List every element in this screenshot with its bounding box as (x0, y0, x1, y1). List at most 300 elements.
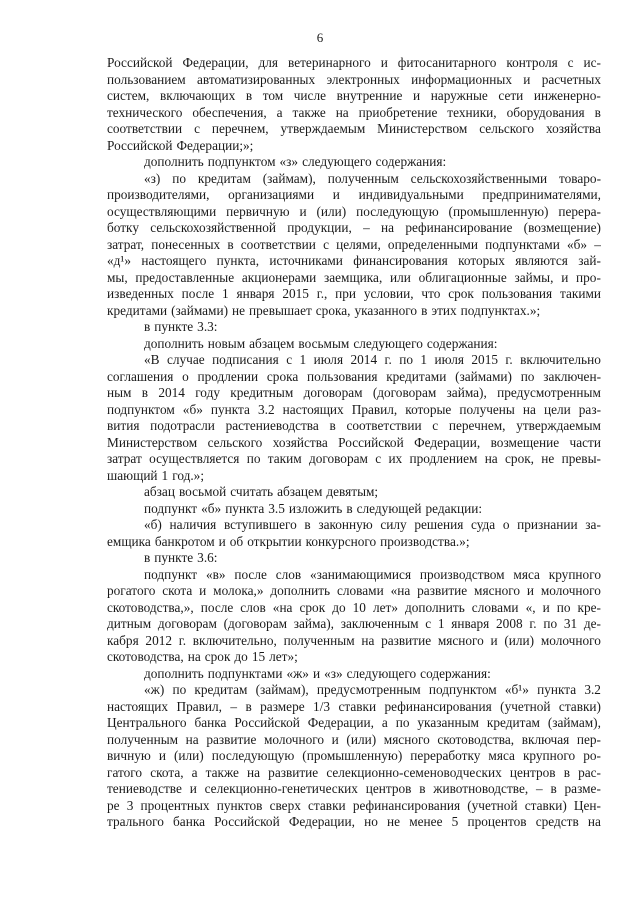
word: подпункт (144, 566, 198, 582)
word: займа), (293, 616, 334, 631)
word: Цен- (573, 797, 601, 813)
text-line (107, 385, 601, 402)
word: о (182, 368, 189, 384)
word: пункта (210, 401, 250, 417)
word: сельского (207, 434, 263, 450)
word: оборудования (506, 104, 585, 120)
word: заключен- (543, 368, 601, 384)
word: Российской (107, 137, 173, 153)
word: по (399, 352, 413, 367)
text-line (107, 748, 601, 765)
word: 1 (221, 286, 229, 301)
word: скотоводства, (437, 731, 515, 747)
word: 2012 (145, 632, 173, 648)
text-line (107, 352, 601, 369)
word: дополнить (144, 154, 204, 169)
word: вичную (107, 748, 151, 763)
word: емщика (107, 533, 151, 549)
word: редакции: (425, 500, 483, 516)
word: пользования (481, 286, 553, 301)
word: (займам), (547, 715, 601, 730)
word: «з» (279, 154, 299, 169)
word: по (172, 682, 187, 697)
word: контроля (506, 55, 558, 70)
word: подпунктах.»; (460, 302, 541, 318)
word: 2014 (350, 352, 378, 367)
word: рас- (578, 764, 601, 780)
word: соглашения (107, 368, 174, 384)
word: (займам), (262, 170, 316, 186)
word: де- (583, 616, 601, 631)
word: июля (313, 352, 344, 367)
word: об (229, 533, 244, 549)
word: мы, (107, 269, 128, 285)
word: хозяйства (272, 434, 328, 450)
word: (или) (504, 632, 535, 648)
word: гатого (107, 764, 143, 780)
word: кредитами (386, 368, 447, 384)
word: зай- (578, 253, 601, 268)
word: при (335, 286, 357, 301)
word: «занимающимися (309, 566, 412, 582)
text-line (107, 583, 601, 600)
word: по (395, 715, 410, 730)
word: том (262, 88, 284, 103)
word: за- (585, 517, 601, 532)
word: ре (107, 797, 120, 813)
word: предусмотренным (316, 682, 421, 697)
word: на (587, 814, 601, 829)
word: включающих (159, 88, 236, 103)
word: 3.2 (584, 682, 601, 697)
word: считать (230, 484, 274, 499)
word: развитие (417, 583, 468, 598)
word: слов (275, 566, 302, 582)
word: перера- (558, 203, 601, 219)
word: рефинансирование (405, 220, 513, 235)
word: займа), (446, 385, 487, 400)
word: (промышленную) (448, 203, 549, 219)
word: «б» (182, 401, 203, 417)
word: ботку (107, 220, 139, 235)
word: – (363, 220, 370, 235)
word: молока,» (213, 583, 264, 598)
text-line (107, 765, 601, 782)
word: целями, (336, 236, 381, 252)
word: продукции, (287, 220, 352, 235)
word: договорам (157, 616, 217, 631)
word: по (246, 451, 261, 466)
text-line (107, 418, 601, 435)
word: техники, (447, 104, 497, 120)
word: срока, (315, 302, 351, 318)
word: и (312, 665, 321, 681)
word: (или) (316, 203, 347, 219)
word: Министерством (377, 121, 468, 136)
word: с (425, 616, 432, 631)
text-line (107, 699, 601, 716)
text-line (107, 204, 601, 221)
word: индивидуальными (358, 187, 464, 202)
word: следующего (346, 665, 417, 681)
word: перечнем, (211, 121, 269, 136)
word: (или) (346, 731, 377, 747)
word: пер- (576, 731, 601, 747)
text-line (107, 171, 601, 188)
word: осуществляющими (107, 203, 217, 219)
word: продлении (197, 368, 259, 384)
word: «б» (567, 236, 588, 252)
word: заемщика, (323, 269, 383, 285)
word: «ж) (144, 682, 165, 697)
word: в (419, 781, 426, 796)
word: «б¹» (504, 682, 529, 697)
text-line (107, 682, 601, 699)
word: срок (204, 649, 231, 664)
word: ставки) (558, 698, 601, 714)
text-line (107, 633, 601, 650)
word: акционерами (241, 269, 317, 285)
word: мяса (513, 566, 540, 582)
word: приобретение (358, 104, 438, 120)
word: 1/3 (313, 698, 331, 714)
word: информационных (411, 71, 512, 87)
word: в (227, 236, 234, 252)
word: девятым; (326, 484, 379, 499)
word: (договорам (223, 616, 288, 631)
word: полученным (107, 731, 179, 747)
word: цели (543, 401, 571, 417)
word: не (387, 814, 401, 829)
word: 2015 (282, 286, 309, 301)
word: Правил, (176, 698, 222, 714)
word: Центрального (107, 715, 187, 730)
word: пункте (154, 319, 194, 334)
word: ставки) (524, 797, 567, 813)
word: подписания (212, 352, 279, 367)
word: не (232, 302, 246, 318)
word: первичную (226, 203, 290, 219)
word: кредитам (194, 682, 248, 697)
word: подотрасли (150, 418, 215, 433)
word: включительно (520, 352, 601, 367)
word: «в» (205, 566, 226, 582)
text-line (107, 319, 601, 336)
word: фитосанитарного (397, 55, 497, 70)
word: (займами) (171, 302, 229, 318)
word: и (299, 203, 307, 219)
word: и (331, 731, 339, 747)
word: в (563, 764, 570, 780)
text-line (107, 138, 601, 155)
text-line (107, 55, 601, 72)
text-line (107, 781, 601, 798)
word: которых (458, 253, 505, 268)
word: ставки (338, 698, 377, 714)
word: являются (515, 253, 568, 268)
word: и (199, 583, 207, 598)
word: по (172, 170, 186, 186)
text-line (107, 72, 601, 89)
word: соответствии (107, 121, 183, 136)
text-line (107, 567, 601, 584)
word: рефинансирования (384, 698, 492, 714)
document-body (107, 55, 601, 831)
word: г., (316, 286, 328, 301)
word: разме- (564, 781, 601, 796)
word: и (412, 88, 421, 103)
text-line (107, 517, 601, 534)
word: части (569, 434, 601, 450)
word: дополнить (405, 599, 465, 615)
word: про- (576, 269, 601, 285)
word: г. (505, 352, 513, 367)
word: переработку (410, 748, 481, 763)
word: ис- (583, 55, 601, 70)
word: дополнить (270, 583, 331, 598)
word: новым (207, 335, 246, 351)
page-number: 6 (316, 30, 324, 45)
word: в (141, 385, 149, 400)
word: настоящих (282, 401, 344, 417)
text-line (107, 484, 601, 501)
word: наличия (169, 517, 217, 532)
word: полученным (327, 170, 399, 186)
word: 2015 (471, 352, 498, 367)
word: решения (414, 517, 464, 532)
text-line (107, 121, 601, 138)
word: финансирования (353, 253, 448, 268)
word: 5 (451, 814, 459, 829)
word: кредитам (197, 170, 251, 186)
word: мясного (383, 731, 430, 747)
word: в (421, 302, 428, 318)
text-line (107, 237, 601, 254)
word: Федерации, (307, 715, 374, 730)
word: заключенным (340, 616, 419, 631)
text-line (107, 550, 601, 567)
text-line (107, 187, 601, 204)
word: или (390, 269, 411, 285)
word: восьмой (178, 484, 227, 499)
text-line (107, 616, 601, 633)
word: животноводстве, (433, 781, 529, 796)
word: вступившего (223, 517, 297, 532)
word: срок, (505, 451, 534, 466)
word: (промышленную) (302, 748, 403, 763)
word: крупного (548, 566, 601, 582)
word: 15 (251, 649, 266, 664)
word: технического (107, 104, 183, 120)
word: указанным (417, 715, 479, 730)
word: обеспечения, (192, 104, 267, 120)
text-line (107, 600, 601, 617)
word: следующего (353, 335, 423, 351)
word: предоставленные (135, 269, 235, 285)
word: числе (293, 88, 326, 103)
word: утверждаемым (280, 121, 366, 136)
word: настоящего (141, 253, 207, 268)
word: «на (390, 583, 411, 598)
word: сельского (479, 121, 535, 136)
word: 3.5 (268, 500, 285, 516)
text-line (107, 369, 601, 386)
word: займы, (514, 269, 554, 285)
word: Российской (234, 715, 300, 730)
word: но (364, 814, 378, 829)
word: утверждаемым (516, 418, 601, 433)
word: сельскохозяйственными (410, 170, 548, 186)
word: в (245, 88, 253, 103)
word: году (195, 385, 220, 400)
word: такими (560, 286, 601, 301)
word: на (185, 731, 199, 747)
word: Федерации, (288, 814, 355, 829)
word: сельскохозяйственной (150, 220, 277, 235)
word: сети (498, 88, 524, 103)
word: Российской (214, 814, 280, 829)
word: процентов (467, 814, 527, 829)
word: наружные (430, 88, 488, 103)
word: 1 (437, 616, 445, 631)
word: определенными (387, 236, 478, 252)
word: мяса (488, 748, 515, 763)
word: сверх (269, 797, 301, 813)
word: банка (173, 814, 205, 829)
word: расчетных (541, 71, 601, 87)
word: организациями (228, 187, 315, 202)
word: изложить (288, 500, 343, 516)
word: и (189, 781, 197, 796)
word: мясного (474, 583, 521, 598)
word: договорам (308, 451, 368, 466)
word: открытии (247, 533, 302, 549)
word: признании (517, 517, 578, 532)
word: рефинансирования (352, 797, 461, 813)
word: банка (194, 715, 227, 730)
word: дополнить (144, 665, 204, 681)
word: дитным (107, 616, 152, 631)
word: абзац (144, 484, 175, 499)
word: также (205, 764, 239, 780)
text-line (107, 715, 601, 732)
word: с (567, 55, 574, 70)
word: молочного (540, 583, 601, 598)
word: подпунктом (107, 401, 175, 417)
text-line (107, 649, 601, 666)
word: ставки (308, 797, 346, 813)
word: до (332, 599, 346, 615)
word: производством (419, 566, 505, 582)
word: кабря (107, 632, 139, 648)
word: включая (521, 731, 570, 747)
word: с (194, 121, 200, 136)
word: не (541, 451, 555, 466)
word: а (381, 715, 388, 730)
word: настоящих (107, 698, 169, 714)
word: Федерации, (182, 55, 249, 70)
word: соответствии (240, 236, 316, 252)
word: включительно, (192, 632, 277, 648)
word: осуществляется (149, 451, 240, 466)
word: Министерством (107, 434, 198, 450)
word: 1 (299, 352, 307, 367)
word: раз- (578, 401, 601, 417)
word: электронных (326, 71, 400, 87)
word: инженерно- (533, 88, 601, 103)
word: превышает (249, 302, 312, 318)
word: пунктов (216, 797, 263, 813)
word: 2014 (158, 385, 185, 400)
word: и (332, 187, 340, 202)
word: таким (267, 451, 302, 466)
word: «на (272, 599, 293, 615)
word: словами (336, 583, 384, 598)
word: рогатого (107, 583, 156, 598)
word: в (245, 698, 252, 714)
word: понесенных (151, 236, 221, 252)
word: лет»; (269, 649, 298, 664)
word: пункта (225, 500, 265, 516)
word: предусмотренным (497, 385, 601, 400)
word: (учетной (467, 797, 518, 813)
word: суда (471, 517, 496, 532)
word: 1 (161, 467, 169, 483)
word: последующую (211, 748, 295, 763)
word: развитие (206, 731, 257, 747)
text-line (107, 435, 601, 452)
word: на (361, 632, 375, 648)
word: слов (240, 599, 266, 615)
word: (займами) (455, 368, 512, 384)
word: – (594, 236, 601, 252)
word: – (536, 781, 543, 796)
word: возмещение (490, 434, 560, 450)
text-line (107, 798, 601, 815)
word: последующую (356, 203, 439, 219)
text-line (107, 286, 601, 303)
text-line (107, 501, 601, 518)
word: селекционно-семеноводческих (326, 764, 502, 780)
word: после (200, 599, 234, 615)
word: для (258, 55, 279, 70)
word: полученным (283, 632, 355, 648)
word: 1 (420, 352, 428, 367)
word: подпунктом (207, 154, 276, 169)
word: и (523, 71, 531, 87)
word: г. (178, 632, 187, 648)
word: мясного (437, 632, 484, 648)
word: крупного (522, 748, 576, 763)
word: систем, (107, 88, 150, 103)
word: января (236, 286, 275, 301)
text-line (107, 105, 601, 122)
word: селекционно-генетических (204, 781, 358, 796)
word: превы- (561, 451, 601, 466)
word: соответствии (346, 418, 422, 433)
word: вития (107, 418, 140, 433)
word: пункта (537, 682, 577, 697)
text-line (107, 88, 601, 105)
word: на (484, 451, 498, 466)
word: июля (434, 352, 464, 367)
word: тениеводстве (107, 781, 182, 796)
word: восьмым (298, 335, 350, 351)
word: «б» (201, 500, 222, 516)
word: срока (266, 368, 299, 384)
word: скотоводства,», (107, 599, 194, 615)
word: перечнем, (448, 418, 506, 433)
